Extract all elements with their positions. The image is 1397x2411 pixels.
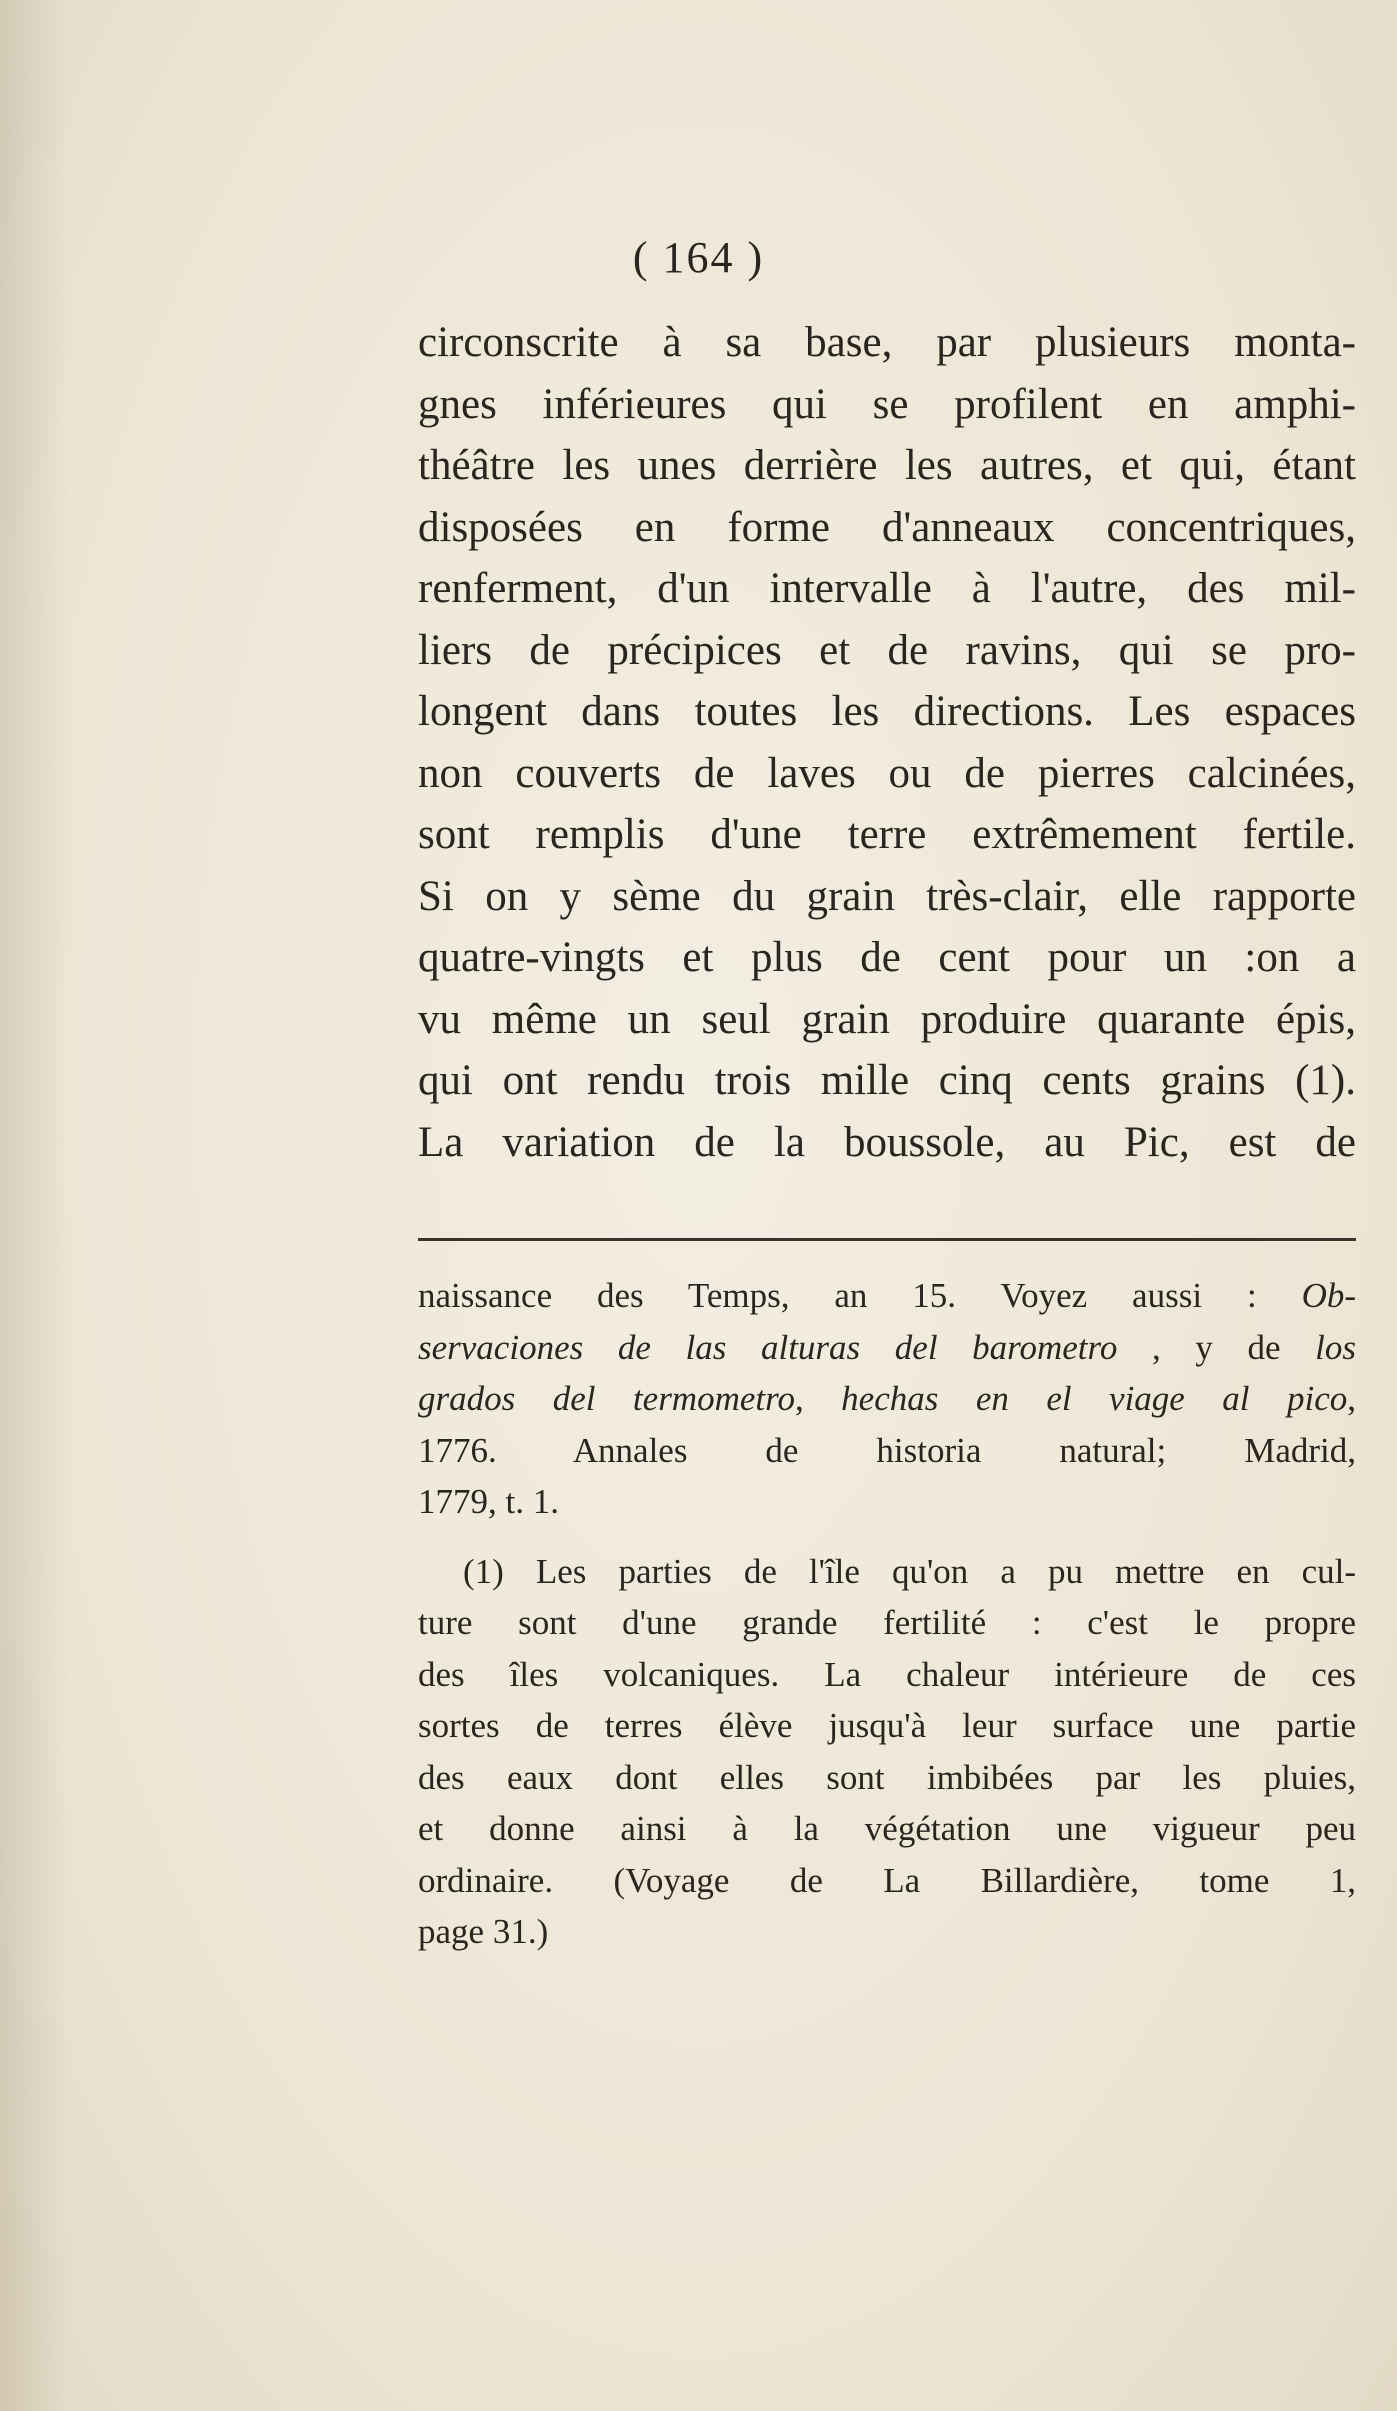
body-line: disposées en forme d'anneaux concentriques, (418, 503, 1356, 551)
body-line: sont remplis d'une terre extrêmement fertile. (418, 811, 1356, 858)
body-line: renferment, d'un intervalle à l'autre, des mil- (418, 565, 1356, 612)
footnote-italic-text: servaciones de las alturas del barometro (418, 1327, 1118, 1367)
footnote-text: , (1347, 1379, 1357, 1418)
page-number: ( 164 ) (632, 233, 765, 282)
footnote-1-line: et donne ainsi à la végétation une vigueur peu (418, 1809, 1356, 1848)
body-line: qui ont rendu trois mille cinq cents grains (1). (418, 1057, 1356, 1104)
body-line: vu même un seul grain produire quarante épis, (418, 995, 1356, 1043)
footnote-1-line: sortes de terres élève jusqu'à leur surface une partie (418, 1706, 1356, 1745)
body-line: quatre-vingts et plus de cent pour un :on a (418, 934, 1356, 981)
spine-shadow (0, 0, 70, 2411)
body-line: La variation de la boussole, au Pic, est de (418, 1118, 1356, 1166)
body-line: Si on y sème du grain très-clair, elle rapporte (418, 872, 1356, 920)
footnote-1-line: (1) Les parties de l'île qu'on a pu mettre en cul- (463, 1551, 1356, 1591)
footnote-text: , y de (1151, 1327, 1281, 1367)
footnote-1-line: page 31.) (418, 1912, 549, 1951)
footnote-text: naissance des Temps, an 15. Voyez aussi : (418, 1276, 1257, 1315)
footnote-italic-text: Ob- (1301, 1276, 1357, 1315)
footnote-1-line: des îles volcaniques. La chaleur intérieure de ces (418, 1654, 1356, 1694)
footnote-continuation-line: 1779, t. 1. (418, 1482, 559, 1521)
footnote-gap (418, 1528, 1356, 1546)
body-line: gnes inférieures qui se profilent en amphi- (418, 380, 1356, 428)
footnote-italic-text: grados del termometro (418, 1379, 795, 1418)
footnote-1-line: ordinaire. (Voyage de La Billardière, tome 1, (418, 1860, 1356, 1900)
footnote-continuation-line (418, 1270, 1356, 1322)
footnote-text: , (794, 1379, 804, 1418)
footnote-1-line: ture sont d'une grande fertilité : c'est le propre (418, 1603, 1356, 1642)
body-line: longent dans toutes les directions. Les espaces (418, 688, 1356, 735)
body-line: circonscrite à sa base, par plusieurs monta- (418, 319, 1356, 366)
body-line: non couverts de laves ou de pierres calcinées, (418, 749, 1356, 797)
footnote-italic-text: los (1315, 1327, 1356, 1367)
body-line: liers de précipices et de ravins, qui se pro- (418, 626, 1356, 674)
footnote-continuation-line: 1776. Annales de historia natural; Madrid, (418, 1430, 1356, 1470)
footnote-italic-text: hechas en el viage al pico (841, 1379, 1348, 1418)
footnote-separator-rule (418, 1238, 1356, 1241)
body-text (418, 312, 1356, 1173)
footnotes (418, 1270, 1356, 1958)
body-line: théâtre les unes derrière les autres, et qui, étant (418, 442, 1356, 489)
footnote-continuation-line (418, 1322, 1356, 1374)
footnote-continuation-line (418, 1373, 1356, 1425)
footnote-1-line: des eaux dont elles sont imbibées par les pluies, (418, 1757, 1356, 1797)
